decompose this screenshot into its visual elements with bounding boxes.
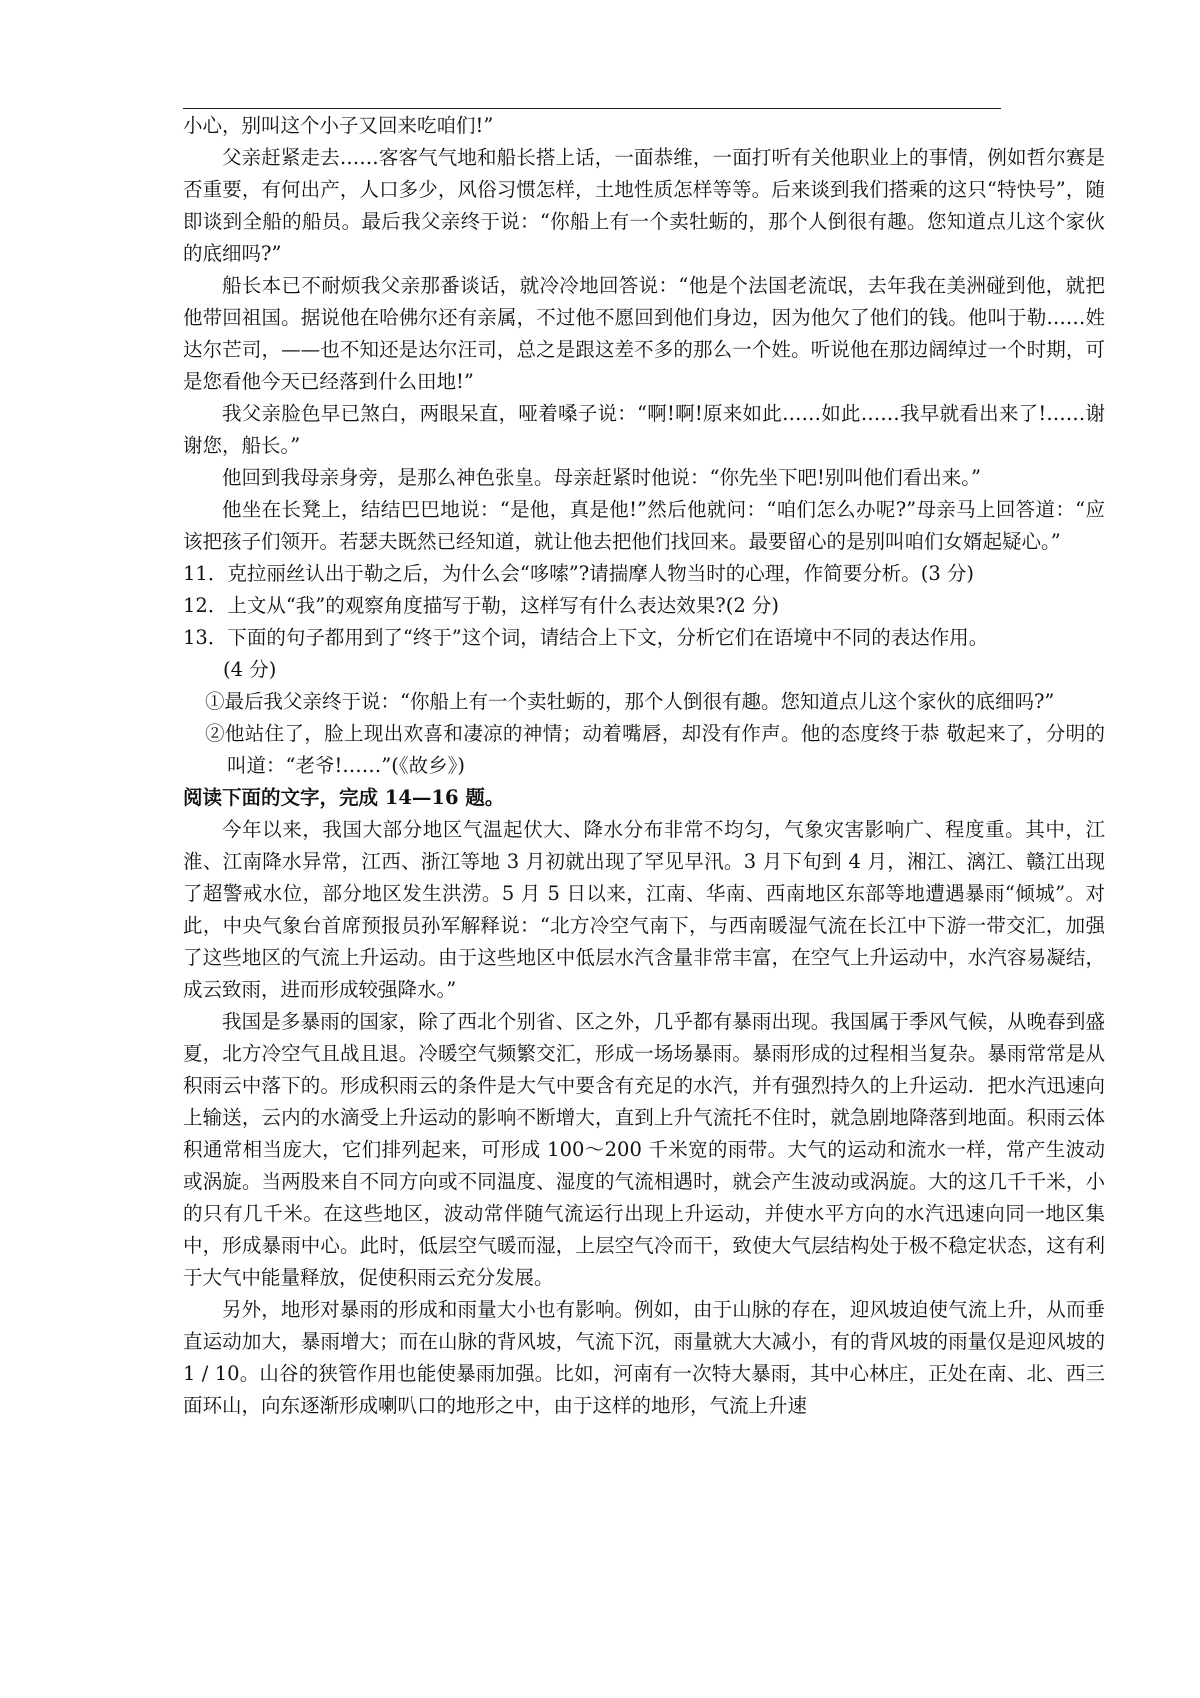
question-13-sentence-1: ①最后我父亲终于说：“你船上有一个卖牡蛎的，那个人倒很有趣。您知道点儿这个家伙的底细吗?” (205, 690, 1055, 713)
passage-paragraph: 父亲赶紧走去……客客气气地和船长搭上话，一面恭维，一面打听有关他职业上的事情，例如哲尔赛是否重要，有何出产，人口多少，风俗习惯怎样，土地性质怎样等等。后来谈到我们搭乘的这只“特快号”，随即谈到全船的船员。最后我父亲终于说：“你船上有一个卖牡蛎的，那个人倒很有趣。您知道点儿这个家伙的底细吗?” (183, 146, 1105, 265)
question-13-score: (4 分) (223, 658, 277, 681)
passage-paragraph: 我父亲脸色早已煞白，两眼呆直，哑着嗓子说：“啊!啊!原来如此……如此……我早就看出来了!……谢谢您，船长。” (183, 402, 1105, 457)
question-number: 12． (183, 594, 228, 617)
question-12 (183, 590, 1105, 622)
question-text: 上文从“我”的观察角度描写于勒，这样写有什么表达效果?(2 分) (227, 594, 780, 617)
header-rule (183, 108, 1001, 109)
passage-paragraph: 小心，别叫这个小子又回来吃咱们!” (183, 114, 494, 137)
passage-paragraph: 船长本已不耐烦我父亲那番谈话，就冷冷地回答说：“他是个法国老流氓，去年我在美洲碰到他，就把他带回祖国。据说他在哈佛尔还有亲属，不过他不愿回到他们身边，因为他欠了他们的钱。他叫于勒……姓达尔芒司，——也不知还是达尔汪司，总之是跟这差不多的那么一个姓。听说他在那边阔绰过一个时期，可是您看他今天已经落到什么田地!” (183, 274, 1105, 393)
article-paragraph: 另外，地形对暴雨的形成和雨量大小也有影响。例如，由于山脉的存在，迎风坡迫使气流上升，从而垂直运动加大，暴雨增大；而在山脉的背风坡，气流下沉，雨量就大大减小，有的背风坡的雨量仅是迎风坡的 1 / 10。山谷的狭管作用也能使暴雨加强。比如，河南有一次特大暴雨，其中心林庄，正处在南、北、西三面环山，向东逐渐形成喇叭口的地形之中，由于这样的地形，气流上升速 (183, 1298, 1105, 1417)
article-paragraph: 今年以来，我国大部分地区气温起伏大、降水分布非常不均匀，气象灾害影响广、程度重。其中，江淮、江南降水异常，江西、浙江等地 3 月初就出现了罕见早汛。3 月下旬到 4 月，湘江、漓江、赣江出现了超警戒水位，部分地区发生洪涝。5 月 5 日以来，江南、华南、西南地区东部等地遭遇暴雨“倾城”。对此，中央气象台首席预报员孙军解释说：“北方冷空气南下，与西南暖湿气流在长江中下游一带交汇，加强了这些地区的气流上升运动。由于这些地区中低层水汽含量非常丰富，在空气上升运动中，水汽容易凝结，成云致雨，进而形成较强降水。” (183, 818, 1105, 1001)
question-number: 11． (183, 562, 228, 585)
document-page (183, 110, 1105, 1422)
question-text: 克拉丽丝认出于勒之后，为什么会“哆嗦”?请揣摩人物当时的心理，作简要分析。(3 分) (227, 562, 975, 585)
question-number: 13． (183, 626, 228, 649)
passage-paragraph: 他回到我母亲身旁，是那么神色张皇。母亲赶紧时他说：“你先坐下吧!别叫他们看出来。” (222, 466, 982, 489)
question-11 (183, 558, 1105, 590)
question-13 (183, 622, 1105, 654)
passage-paragraph: 他坐在长凳上，结结巴巴地说：“是他，真是他!”然后他就问：“咱们怎么办呢?”母亲马上回答道：“应该把孩子们领开。若瑟夫既然已经知道，就让他去把他们找回来。最要留心的是别叫咱们女婿起疑心。” (183, 498, 1105, 553)
question-text: 下面的句子都用到了“终于”这个词，请结合上下文，分析它们在语境中不同的表达作用。 (227, 626, 989, 649)
article-paragraph: 我国是多暴雨的国家，除了西北个别省、区之外，几乎都有暴雨出现。我国属于季风气候，从晚春到盛夏，北方冷空气且战且退。冷暖空气频繁交汇，形成一场场暴雨。暴雨形成的过程相当复杂。暴雨常常是从积雨云中落下的。形成积雨云的条件是大气中要含有充足的水汽，并有强烈持久的上升运动．把水汽迅速向上输送，云内的水滴受上升运动的影响不断增大，直到上升气流托不住时，就急剧地降落到地面。积雨云体积通常相当庞大，它们排列起来，可形成 100～200 千米宽的雨带。大气的运动和流水一样，常产生波动或涡旋。当两股来自不同方向或不同温度、湿度的气流相遇时，就会产生波动或涡旋。大的这几千千米，小的只有几千米。在这些地区，波动常伴随气流运行出现上升运动，并使水平方向的水汽迅速向同一地区集中，形成暴雨中心。此时，低层空气暖而湿，上层空气冷而干，致使大气层结构处于极不稳定状态，这有利于大气中能量释放，促使积雨云充分发展。 (183, 1010, 1105, 1289)
section-heading: 阅读下面的文字，完成 14—16 题。 (183, 786, 505, 809)
question-13-sentence-2: ②他站住了，脸上现出欢喜和凄凉的神情；动着嘴唇，却没有作声。他的态度终于恭 敬起来了，分明的叫道：“老爷!……”(《故乡》) (205, 722, 1105, 777)
